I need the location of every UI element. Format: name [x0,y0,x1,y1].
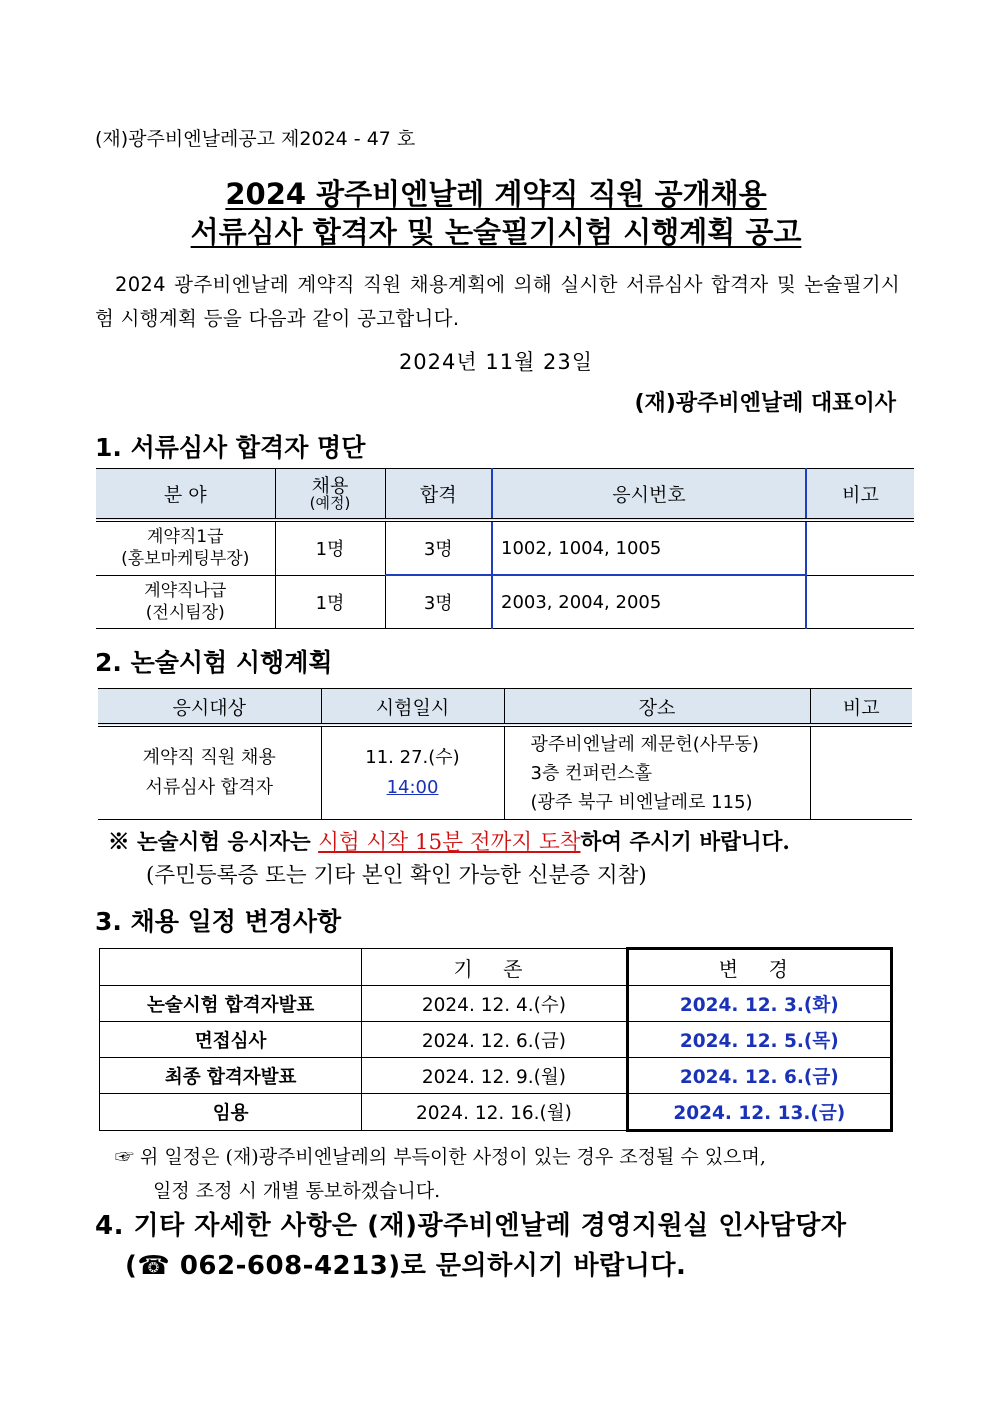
header-after: 변 경 [627,949,891,986]
schedule-label: 최종 합격자발표 [100,1058,362,1094]
arrival-deadline: 시험 시작 15분 전까지 도착 [318,830,581,855]
header-datetime: 시험일시 [321,689,504,726]
title-line-2: 서류심사 합격자 및 논술필기시험 시행계획 공고 [190,215,802,249]
section-4-contact: 4. 기타 자세한 사항은 (재)광주비엔날레 경영지원실 인사담당자 (☎ 062-608-4213)로 문의하시기 바랍니다. [95,1206,846,1286]
header-hire: 채용 (예정) [275,469,385,521]
schedule-note: ☞ 위 일정은 (재)광주비엔날레의 부득이한 사정이 있는 경우 조정될 수 있으며, 일정 조정 시 개별 통보하겠습니다. [115,1146,766,1202]
table-header-row [98,689,912,726]
numbers-cell: 2003, 2004, 2005 [492,575,806,629]
table-row [100,1094,892,1131]
schedule-label: 논술시험 합격자발표 [100,986,362,1022]
place-cell: 광주비엔날레 제문헌(사무동) 3층 컨퍼런스홀 (광주 북구 비엔날레로 115) [504,725,810,820]
header-note: 비고 [806,469,914,521]
announcement-date: 2024년 11월 23일 [398,350,594,374]
target-cell: 계약직 직원 채용 서류심사 합격자 [98,725,321,820]
schedule-after: 2024. 12. 6.(금) [627,1058,891,1094]
exam-warning: ※ 논술시험 응시자는 시험 시작 15분 전까지 도착하여 주시기 바랍니다. (주민등록증 또는 기타 본인 확인 가능한 신분증 지참) [108,830,790,888]
signer: (재)광주비엔날레 대표이사 [634,391,896,416]
table-row [96,575,914,629]
exam-time: 14:00 [386,777,439,798]
section-1-heading: 1. 서류심사 합격자 명단 [95,433,366,462]
schedule-before: 2024. 12. 6.(금) [362,1022,627,1058]
table-header-row [100,949,892,986]
table-row [98,725,912,820]
hire-cell: 1명 [275,520,385,575]
datetime-cell: 11. 27.(수) 14:00 [321,725,504,820]
schedule-after: 2024. 12. 3.(화) [627,986,891,1022]
table-row [100,1058,892,1094]
schedule-before: 2024. 12. 16.(월) [362,1094,627,1131]
header-place: 장소 [504,689,810,726]
schedule-after: 2024. 12. 13.(금) [627,1094,891,1131]
schedule-label: 면접심사 [100,1022,362,1058]
header-field: 분 야 [96,469,275,521]
table-header-row [96,469,914,521]
schedule-change-table [99,947,893,1132]
intro-paragraph: 2024 광주비엔날레 계약직 직원 채용계획에 의해 실시한 서류심사 합격자 및 논술필기시험 시행계획 등을 다음과 같이 공고합니다. [95,273,900,330]
exam-plan-table [98,688,912,820]
header-numbers: 응시번호 [492,469,806,521]
field-cell: 계약직1급 (홍보마케팅부장) [96,520,275,575]
table-row [100,1022,892,1058]
schedule-after: 2024. 12. 5.(목) [627,1022,891,1058]
header-pass: 합격 [385,469,492,521]
title-line-1: 2024 광주비엔날레 계약직 직원 공개채용 [225,177,767,211]
pass-cell: 3명 [385,575,492,629]
header-target: 응시대상 [98,689,321,726]
section-2-heading: 2. 논술시험 시행계획 [95,648,333,677]
table-row [100,986,892,1022]
schedule-label: 임용 [100,1094,362,1131]
contact-phone: (☎ 062-608-4213)로 문의하시기 바랍니다. [125,1251,687,1281]
schedule-before: 2024. 12. 9.(월) [362,1058,627,1094]
header-blank [100,949,362,986]
schedule-before: 2024. 12. 4.(수) [362,986,627,1022]
hire-cell: 1명 [275,575,385,629]
note-cell [810,725,912,820]
header-note: 비고 [810,689,912,726]
section-3-heading: 3. 채용 일정 변경사항 [95,907,342,936]
passed-applicants-table [96,468,914,629]
field-cell: 계약직나급 (전시팀장) [96,575,275,629]
header-before: 기 존 [362,949,627,986]
table-row [96,520,914,575]
note-cell [806,575,914,629]
note-cell [806,520,914,575]
numbers-cell: 1002, 1004, 1005 [492,520,806,575]
pass-cell: 3명 [385,520,492,575]
notice-number: (재)광주비엔날레공고 제2024 - 47 호 [95,128,416,150]
